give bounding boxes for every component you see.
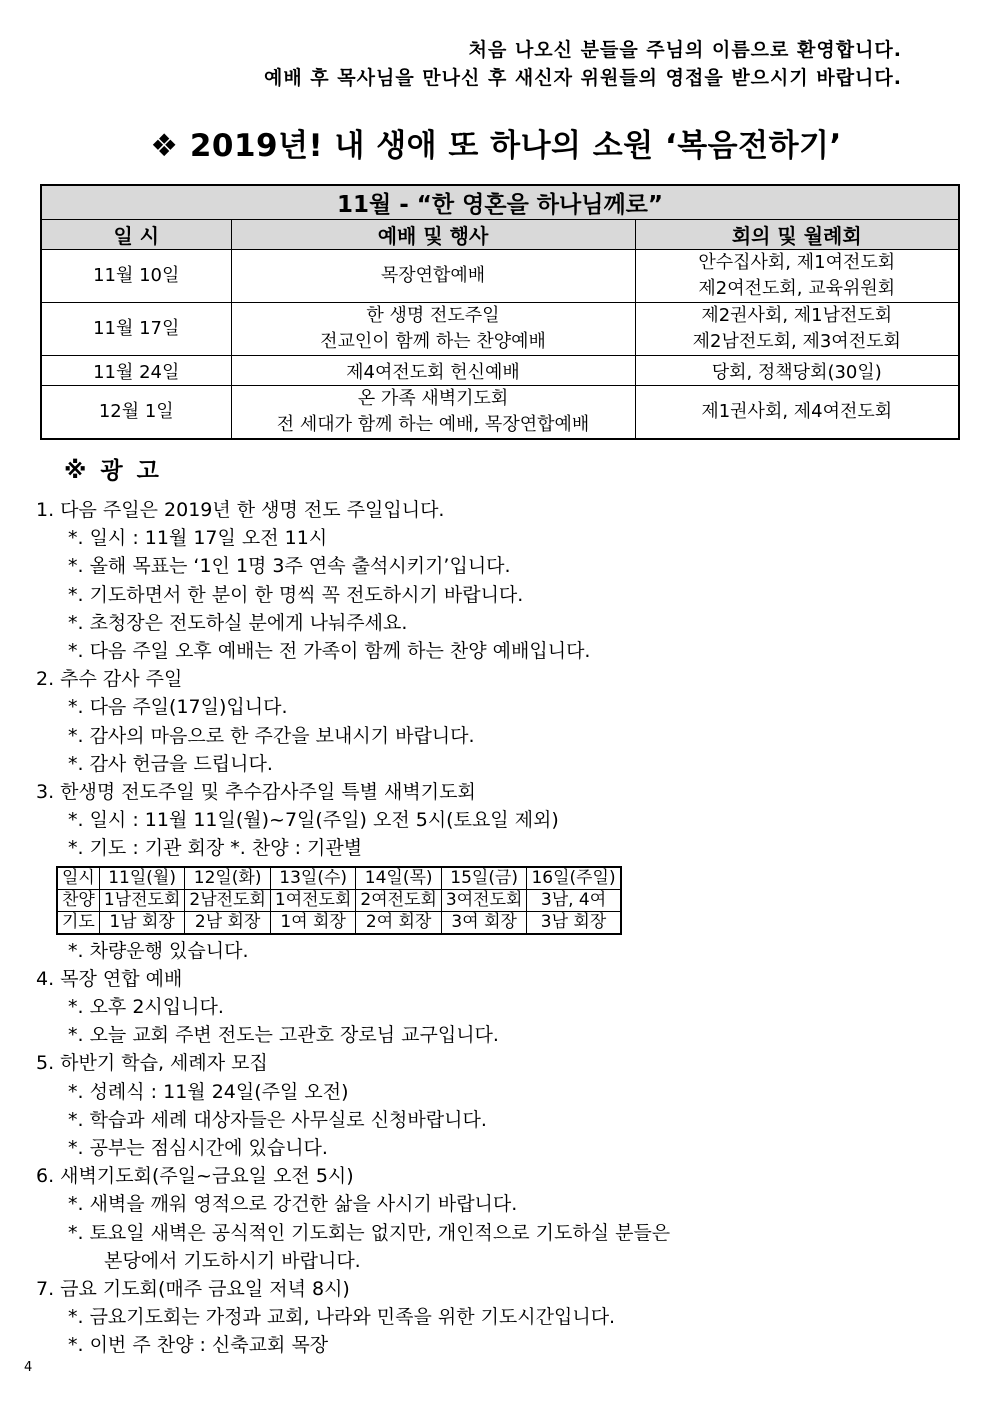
announcement-item: *. 기도하면서 한 분이 한 명씩 꼭 전도하시기 바랍니다. bbox=[68, 583, 524, 606]
announcement-item: *. 금요기도회는 가정과 교회, 나라와 민족을 위한 기도시간입니다. bbox=[68, 1306, 616, 1329]
schedule-meeting: 당회, 정책당회(30일) bbox=[635, 356, 959, 386]
schedule-date: 11월 17일 bbox=[41, 303, 231, 356]
announcement-item: *. 초청장은 전도하실 분에게 나눠주세요. bbox=[68, 611, 408, 634]
schedule-date: 11월 24일 bbox=[41, 356, 231, 386]
announcement-section bbox=[36, 1275, 956, 1360]
announcements bbox=[36, 496, 956, 1360]
announcement-heading: 5. 하반기 학습, 세례자 모집 bbox=[36, 1052, 268, 1075]
welcome-line-1: 처음 나오신 분들을 주님의 이름으로 환영합니다. bbox=[468, 39, 902, 61]
announcement-item: *. 성례식 : 11월 24일(주일 오전) bbox=[68, 1080, 349, 1103]
schedule-date: 11월 10일 bbox=[41, 250, 231, 303]
announcement-heading: 6. 새벽기도회(주일~금요일 오전 5시) bbox=[36, 1165, 354, 1188]
schedule-header-meeting: 회의 및 월례회 bbox=[635, 220, 959, 250]
announcement-heading: 2. 추수 감사 주일 bbox=[36, 668, 183, 691]
schedule-row bbox=[41, 250, 959, 303]
announcement-item: *. 새벽을 깨워 영적으로 강건한 삶을 사시기 바랍니다. bbox=[68, 1193, 518, 1216]
announcement-section bbox=[36, 1049, 956, 1162]
announcement-item: *. 감사의 마음으로 한 주간을 보내시기 바랍니다. bbox=[68, 724, 475, 747]
announcement-item: *. 차량운행 있습니다. bbox=[68, 939, 249, 962]
schedule-row bbox=[41, 386, 959, 440]
schedule-header-date: 일 시 bbox=[41, 220, 231, 250]
announcement-heading: 4. 목장 연합 예배 bbox=[36, 967, 183, 990]
dawn-table-praise-row: 찬양 1남전도회 2남전도회 1여전도회 2여전도회 3여전도회 3남, 4여 bbox=[57, 889, 621, 911]
announcement-item: *. 이번 주 찬양 : 신축교회 목장 bbox=[68, 1334, 329, 1357]
announcement-heading: 1. 다음 주일은 2019년 한 생명 전도 주일입니다. bbox=[36, 499, 445, 521]
schedule-header-event: 예배 및 행사 bbox=[231, 220, 635, 250]
announcement-item: *. 감사 헌금을 드립니다. bbox=[68, 752, 273, 775]
page-number: 4 bbox=[24, 1360, 33, 1375]
schedule-event: 한 생명 전도주일 전교인이 함께 하는 찬양예배 bbox=[231, 303, 635, 356]
dawn-table-header-row: 일시 11일(월) 12일(화) 13일(수) 14일(목) 15일(금) 16일(주일) bbox=[57, 867, 621, 890]
announcements-title: ※ 광 고 bbox=[64, 458, 162, 484]
dawn-table-prayer-row: 기도 1남 회장 2남 회장 1여 회장 2여 회장 3여 회장 3남 회장 bbox=[57, 911, 621, 934]
announcement-item: *. 기도 : 기관 회장 *. 찬양 : 기관별 bbox=[68, 837, 363, 860]
dawn-prayer-table bbox=[56, 866, 622, 935]
schedule-date: 12월 1일 bbox=[41, 386, 231, 440]
announcement-item: *. 공부는 점심시간에 있습니다. bbox=[68, 1137, 328, 1160]
welcome-message bbox=[264, 36, 902, 92]
schedule-meeting: 제2권사회, 제1남전도회 제2남전도회, 제3여전도회 bbox=[635, 303, 959, 356]
schedule-meeting: 제1권사회, 제4여전도회 bbox=[635, 386, 959, 440]
announcement-item: *. 오후 2시입니다. bbox=[68, 996, 224, 1019]
announcement-item: *. 다음 주일 오후 예배는 전 가족이 함께 하는 찬양 예배입니다. bbox=[68, 640, 591, 663]
schedule-event: 온 가족 새벽기도회 전 세대가 함께 하는 예배, 목장연합예배 bbox=[231, 386, 635, 440]
announcement-item-continued: 본당에서 기도하시기 바랍니다. bbox=[104, 1249, 361, 1272]
welcome-line-2: 예배 후 목사님을 만나신 후 새신자 위원들의 영접을 받으시기 바랍니다. bbox=[263, 67, 902, 89]
announcement-item: *. 일시 : 11월 11일(월)~7일(주일) 오전 5시(토요일 제외) bbox=[68, 809, 559, 832]
announcement-section bbox=[36, 665, 956, 778]
schedule-theme: 11월 - “한 영혼을 하나님께로” bbox=[41, 185, 959, 220]
schedule-event: 제4여전도회 헌신예배 bbox=[231, 356, 635, 386]
schedule-meeting: 안수집사회, 제1여전도회 제2여전도회, 교육위원회 bbox=[635, 250, 959, 303]
announcement-item: *. 다음 주일(17일)입니다. bbox=[68, 696, 288, 719]
announcement-section bbox=[36, 1162, 956, 1275]
schedule-event: 목장연합예배 bbox=[231, 250, 635, 303]
announcement-section bbox=[36, 496, 956, 665]
announcement-item: *. 학습과 세례 대상자들은 사무실로 신청바랍니다. bbox=[68, 1108, 487, 1131]
schedule-table bbox=[40, 184, 960, 440]
announcement-item: *. 올해 목표는 ‘1인 1명 3주 연속 출석시키기’입니다. bbox=[68, 555, 511, 578]
announcement-item: *. 토요일 새벽은 공식적인 기도회는 없지만, 개인적으로 기도하실 분들은 bbox=[68, 1221, 671, 1244]
schedule-row bbox=[41, 356, 959, 386]
page-title: ❖ 2019년! 내 생애 또 하나의 소원 ‘복음전하기’ bbox=[150, 128, 842, 164]
announcement-section bbox=[36, 965, 956, 1050]
announcement-item: *. 오늘 교회 주변 전도는 고관호 장로님 교구입니다. bbox=[68, 1024, 499, 1047]
announcement-section bbox=[36, 778, 956, 965]
announcement-item: *. 일시 : 11월 17일 오전 11시 bbox=[68, 527, 328, 550]
announcement-heading: 7. 금요 기도회(매주 금요일 저녁 8시) bbox=[36, 1278, 350, 1301]
schedule-row bbox=[41, 303, 959, 356]
announcement-heading: 3. 한생명 전도주일 및 추수감사주일 특별 새벽기도회 bbox=[36, 781, 476, 804]
